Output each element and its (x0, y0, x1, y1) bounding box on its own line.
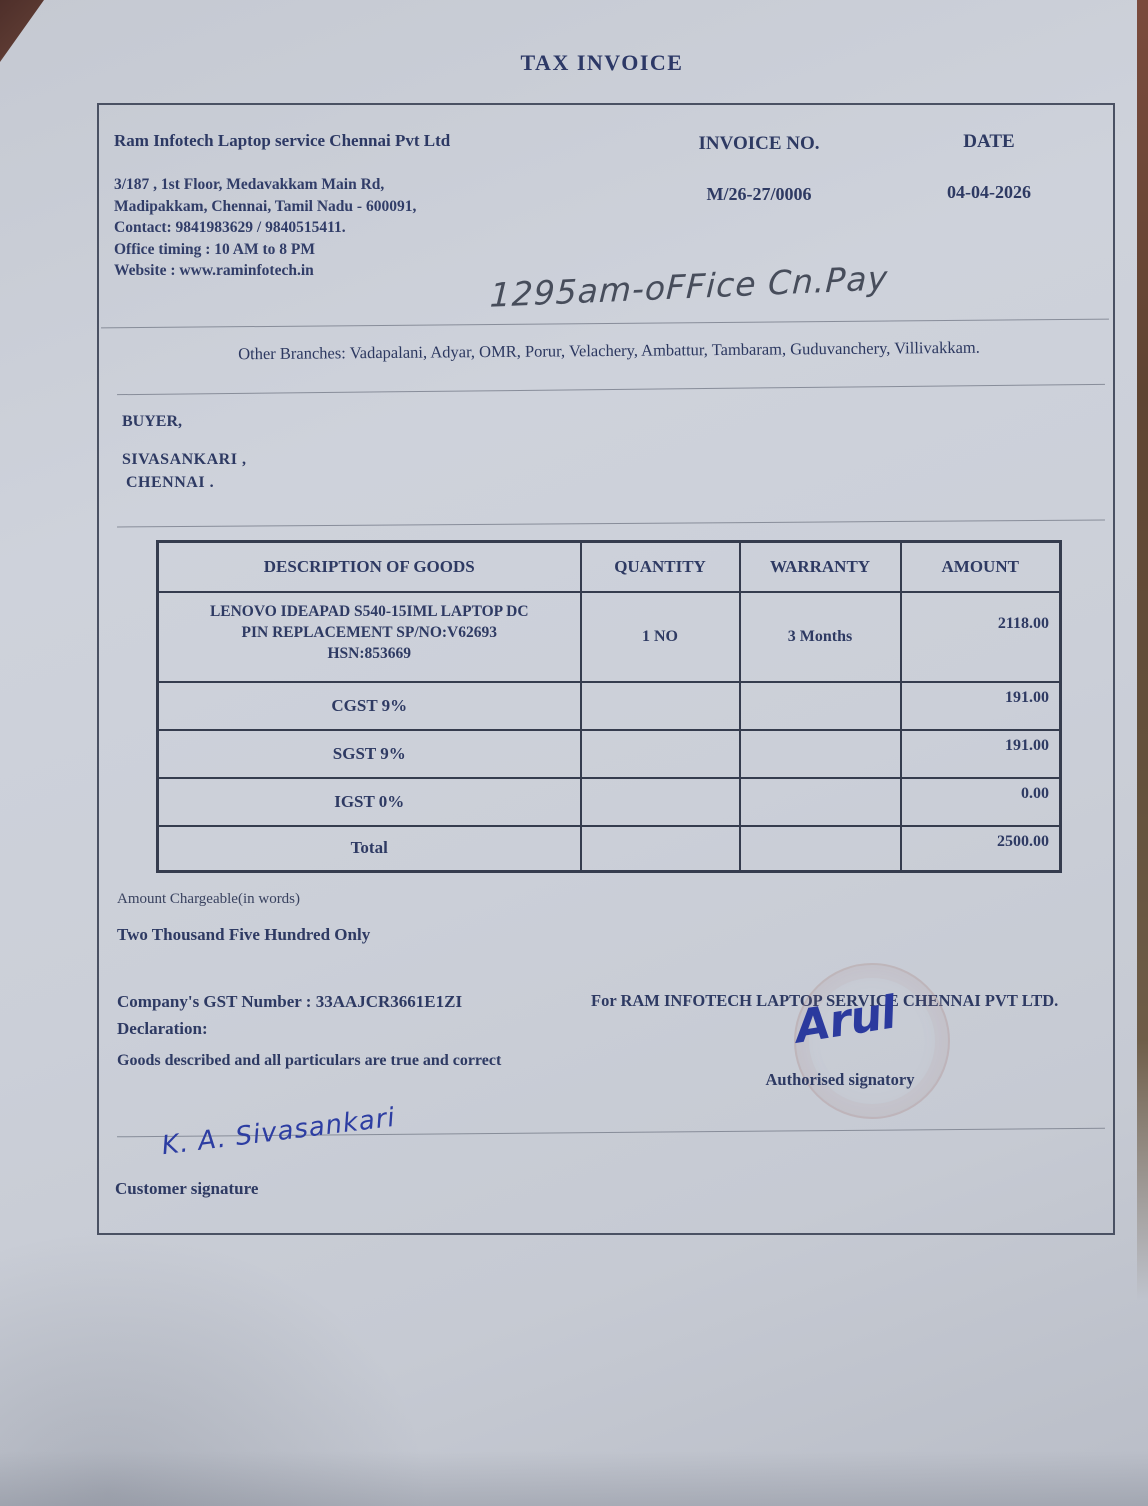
photo-corner-shadow (0, 0, 44, 62)
item-description (158, 592, 581, 682)
item-warranty: 3 Months (740, 592, 901, 682)
invoice-number-label: INVOICE NO. (698, 133, 820, 154)
empty-cell (740, 682, 901, 730)
buyer-city: CHENNAI . (126, 474, 215, 491)
igst-amount: 0.00 (901, 778, 1061, 826)
empty-cell (581, 778, 740, 826)
page-title: TAX INVOICE (520, 50, 684, 75)
photo-edge-strip (1137, 0, 1148, 1300)
empty-cell (581, 826, 740, 872)
customer-signature-label: Customer signature (115, 1179, 259, 1198)
tax-row-igst (158, 778, 1061, 826)
invoice-border-box (97, 103, 1115, 1235)
declaration-label: Declaration: (117, 1019, 208, 1038)
item-row (158, 592, 1061, 682)
handwritten-payment-note: 1295am-oFFice Cn.Pay (489, 258, 889, 315)
company-address (114, 174, 416, 282)
company-gst-number: Company's GST Number : 33AAJCR3661E1ZI (117, 992, 463, 1011)
for-company-line: For RAM INFOTECH LAPTOP SERVICE CHENNAI PVT LTD. (591, 991, 1059, 1010)
tax-row-sgst (158, 730, 1061, 778)
company-website: Website : www.raminfotech.in (114, 262, 314, 279)
company-contact: Contact: 9841983629 / 9840515411. (114, 219, 346, 236)
total-row (158, 826, 1061, 872)
header-description: DESCRIPTION OF GOODS (158, 542, 581, 592)
empty-cell (740, 730, 901, 778)
header-quantity: QUANTITY (581, 542, 740, 592)
company-address-line2: Madipakkam, Chennai, Tamil Nadu - 600091, (114, 197, 417, 215)
item-description-line1: LENOVO IDEAPAD S540-15IML LAPTOP DC (209, 602, 529, 620)
empty-cell (740, 826, 901, 872)
cgst-label: CGST 9% (158, 682, 581, 730)
empty-cell (740, 778, 901, 826)
empty-cell (581, 730, 740, 778)
company-name: Ram Infotech Laptop service Chennai Pvt Ltd (114, 131, 451, 150)
invoice-date-value: 04-04-2026 (947, 182, 1031, 202)
table-header-row (158, 542, 1061, 592)
empty-cell (581, 682, 740, 730)
header-amount: AMOUNT (901, 542, 1061, 592)
header-warranty: WARRANTY (740, 542, 901, 592)
item-quantity: 1 NO (581, 592, 740, 682)
item-description-line3: HSN:853669 (327, 644, 412, 662)
amount-words-label: Amount Chargeable(in words) (117, 891, 301, 907)
igst-label: IGST 0% (158, 778, 581, 826)
authorised-signature: Arul (791, 985, 900, 1054)
cgst-amount: 191.00 (901, 682, 1061, 730)
tax-row-cgst (158, 682, 1061, 730)
paper-bottom-shade (0, 1451, 1148, 1506)
sgst-amount: 191.00 (901, 730, 1061, 778)
declaration-text: Goods described and all particulars are true and correct (117, 1052, 502, 1069)
divider-line (101, 319, 1109, 329)
buyer-name: SIVASANKARI , (122, 451, 247, 468)
divider-line (117, 520, 1105, 528)
item-amount: 2118.00 (901, 592, 1061, 682)
amount-words-value: Two Thousand Five Hundred Only (117, 925, 371, 944)
authorised-signatory-label: Authorised signatory (765, 1070, 915, 1089)
total-amount: 2500.00 (901, 826, 1061, 872)
goods-table (156, 540, 1062, 873)
invoice-date-label: DATE (963, 131, 1015, 152)
divider-line (117, 384, 1105, 395)
buyer-label: BUYER, (122, 413, 183, 430)
total-label: Total (158, 826, 581, 872)
sgst-label: SGST 9% (158, 730, 581, 778)
customer-signature: K. A. Sivasankari (160, 1102, 398, 1162)
company-address-line1: 3/187 , 1st Floor, Medavakkam Main Rd, (114, 176, 385, 193)
item-description-line2: PIN REPLACEMENT SP/NO:V62693 (241, 623, 497, 641)
branches-line: Other Branches: Vadapalani, Adyar, OMR, Porur, Velachery, Ambattur, Tambaram, Guduvanchery, Villivakkam. (238, 337, 980, 364)
company-office-timing: Office timing : 10 AM to 8 PM (114, 240, 316, 258)
invoice-number-value: M/26-27/0006 (706, 184, 812, 204)
